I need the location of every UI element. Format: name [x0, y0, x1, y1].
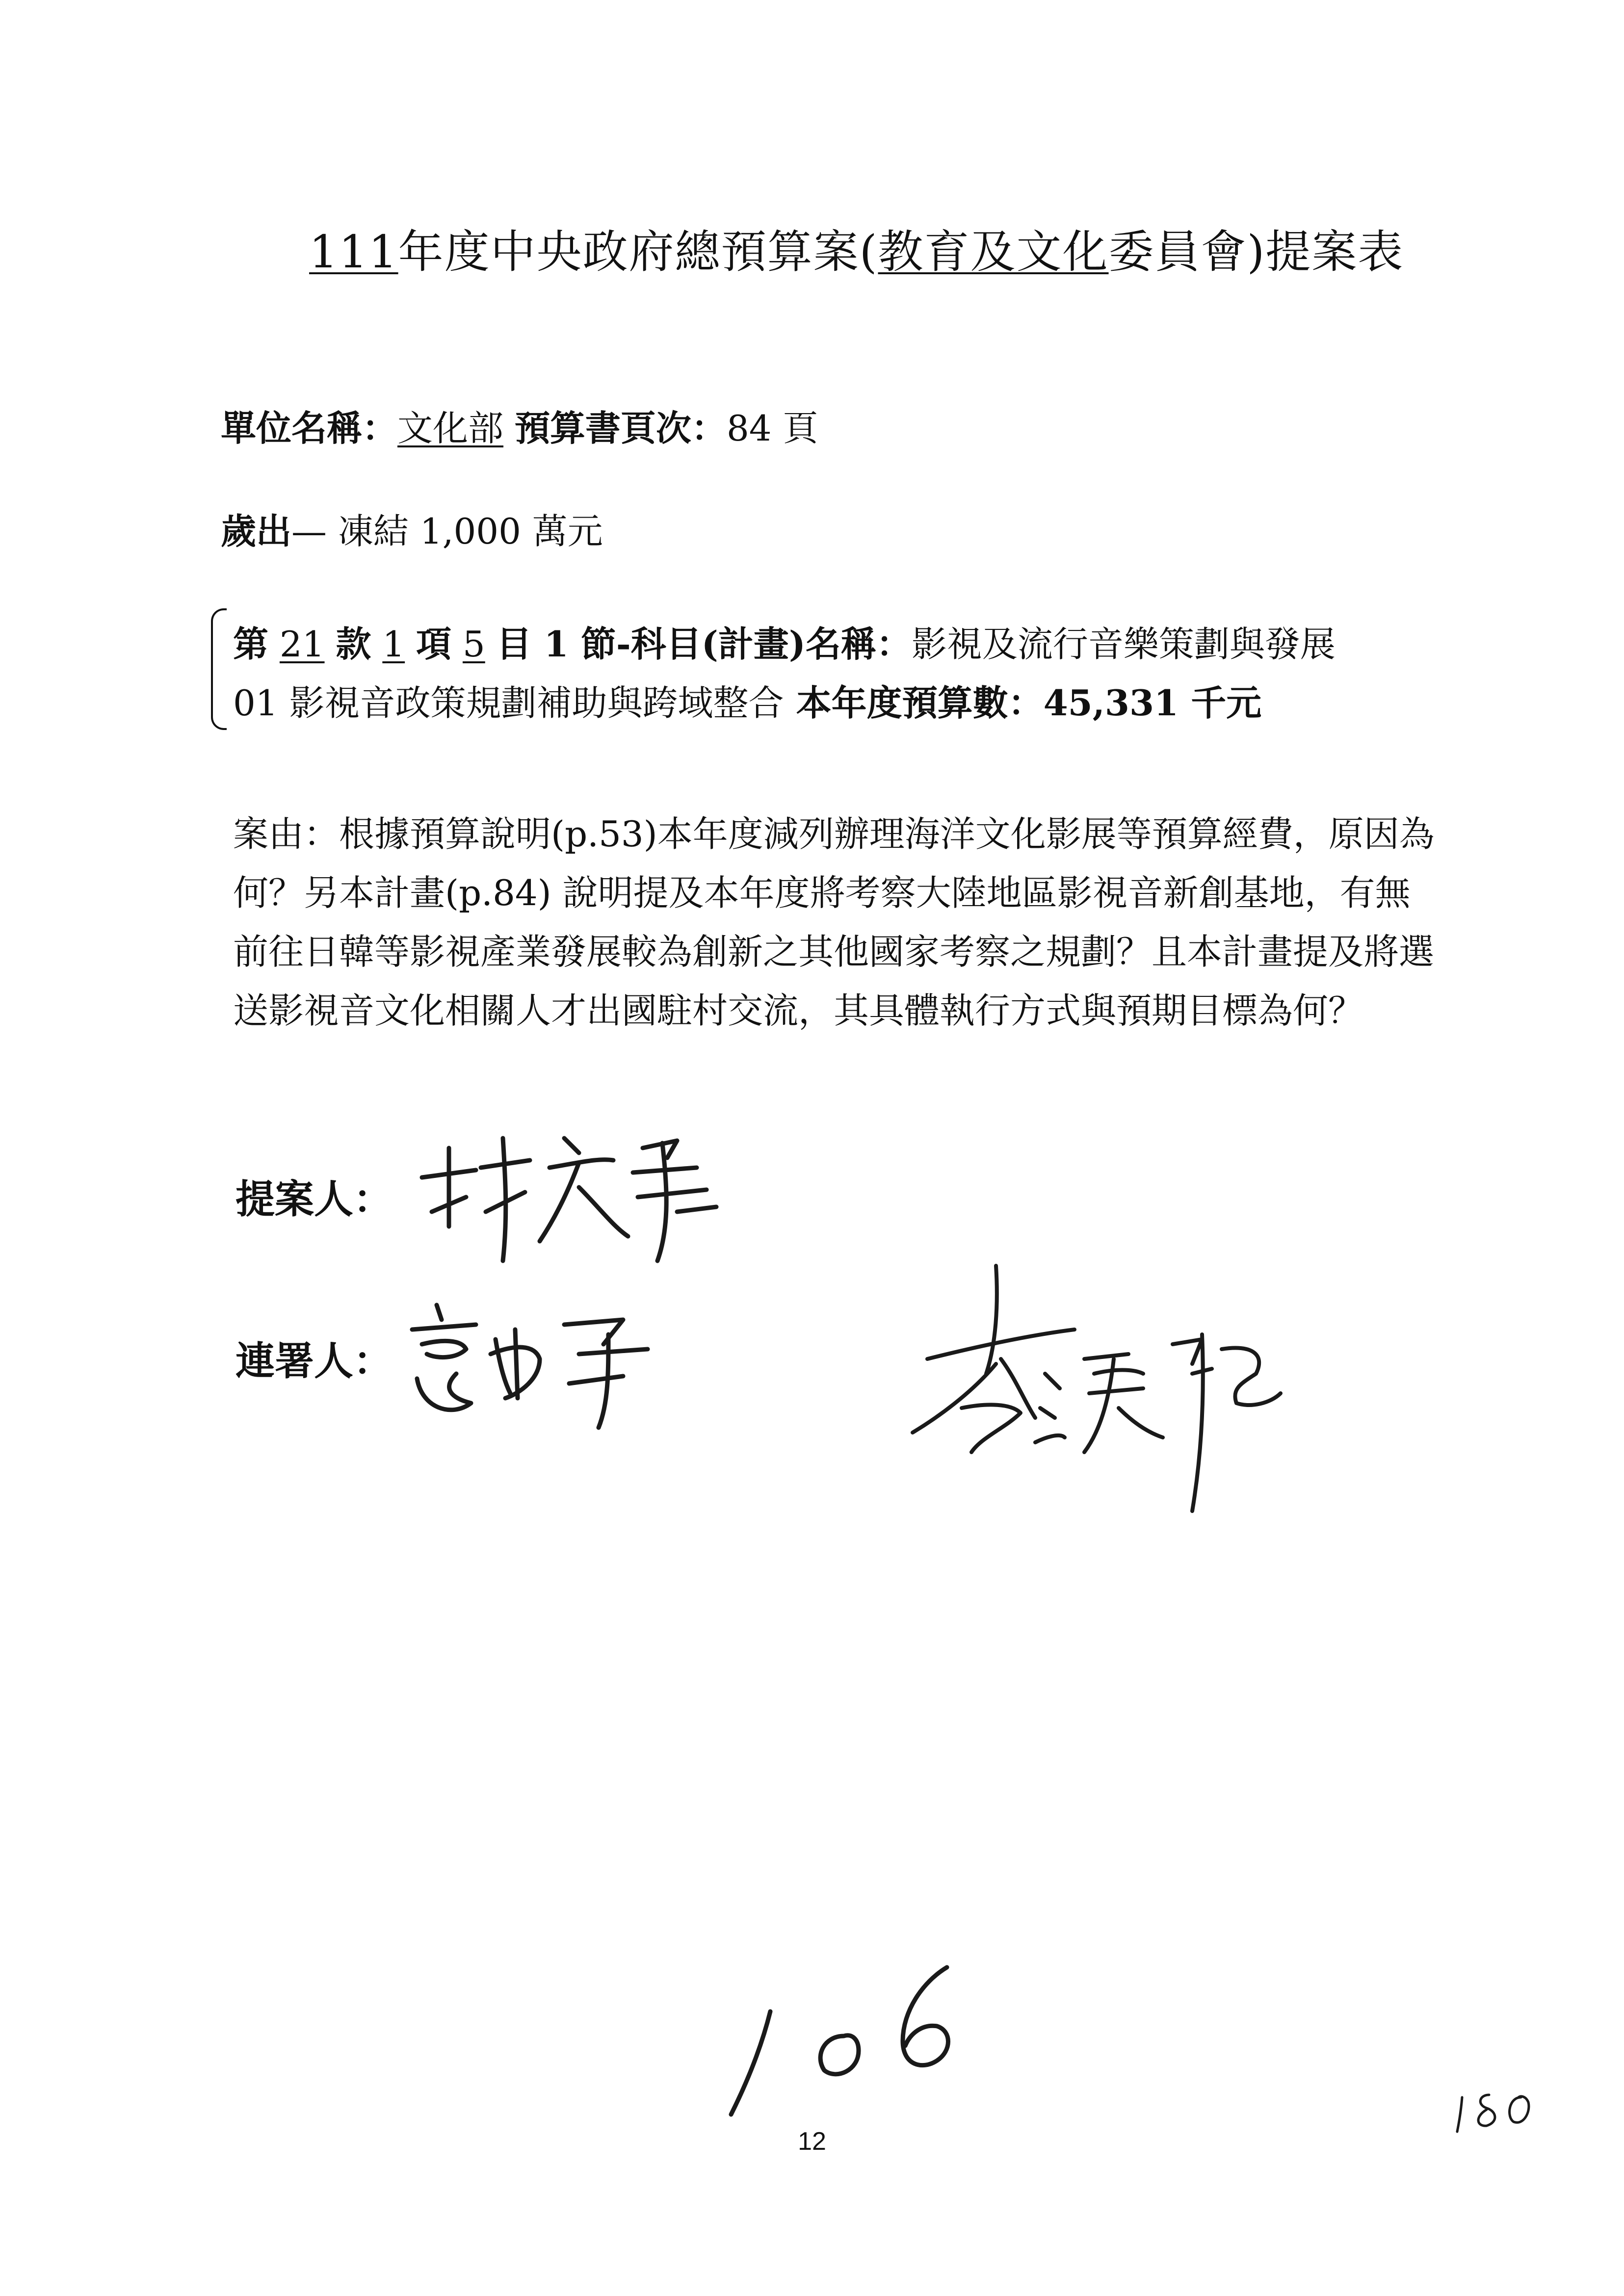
subject-name: 影視及流行音樂策劃與發展 [911, 624, 1336, 665]
cosigner-label: 連署人： [236, 1338, 393, 1384]
mu-value: 5 [462, 624, 485, 665]
title-committee: 教育及文化 [878, 226, 1109, 278]
expenditure-dash: — [291, 511, 327, 552]
subject-line-1 [233, 616, 1336, 667]
handwritten-number-106 [716, 1953, 981, 2129]
mu-label: 項 [416, 623, 452, 665]
reason-paragraph: 案由：根據預算說明(p.53)本年度減列辦理海洋文化影展等預算經費，原因為何？另本計畫(p.84) 說明提及本年度將考察大陸地區影視音新創基地，有無前往日韓等影視產業發展較為創新之其他國家考察之規劃？且本計畫提及將選送影視音文化相關人才出國駐村交流，其具體執行方式與預期目標為何？ [233, 813, 1435, 1031]
budget-page-value: 84 頁 [726, 408, 818, 449]
subject-line-2 [233, 675, 1261, 726]
budget-page-label: 預算書頁次： [514, 407, 727, 449]
expenditure-line [221, 503, 603, 554]
expenditure-label: 歲出 [221, 510, 292, 552]
title-end: 委員會)提案表 [1108, 226, 1404, 278]
unit-line [221, 400, 818, 451]
annual-budget: 本年度預算數：45,331 千元 [784, 682, 1262, 724]
proposer-signature [402, 1114, 746, 1271]
kuan-value: 21 [279, 624, 325, 665]
title-middle: 年度中央政府總預算案( [398, 226, 878, 278]
xiang-label: 款 [336, 623, 371, 665]
kuan-label: 第 [233, 623, 269, 665]
subject-bracket [211, 608, 227, 730]
jie-label: 目 1 節-科目(計畫)名稱： [496, 623, 912, 665]
xiang-value: 1 [382, 624, 405, 665]
title-year: 111 [309, 226, 398, 278]
program-name: 01 影視音政策規劃補助與跨域整合 [233, 682, 784, 724]
cosigner-signature-1 [393, 1285, 667, 1433]
expenditure-text: 凍結 1,000 萬元 [327, 511, 603, 552]
page-title [309, 216, 1404, 281]
proposer-label: 提案人： [236, 1176, 393, 1222]
unit-name: 文化部 [397, 408, 504, 449]
unit-label: 單位名稱： [221, 407, 398, 449]
page-number: 12 [798, 2127, 826, 2156]
cosigner-signature-2 [898, 1246, 1290, 1521]
